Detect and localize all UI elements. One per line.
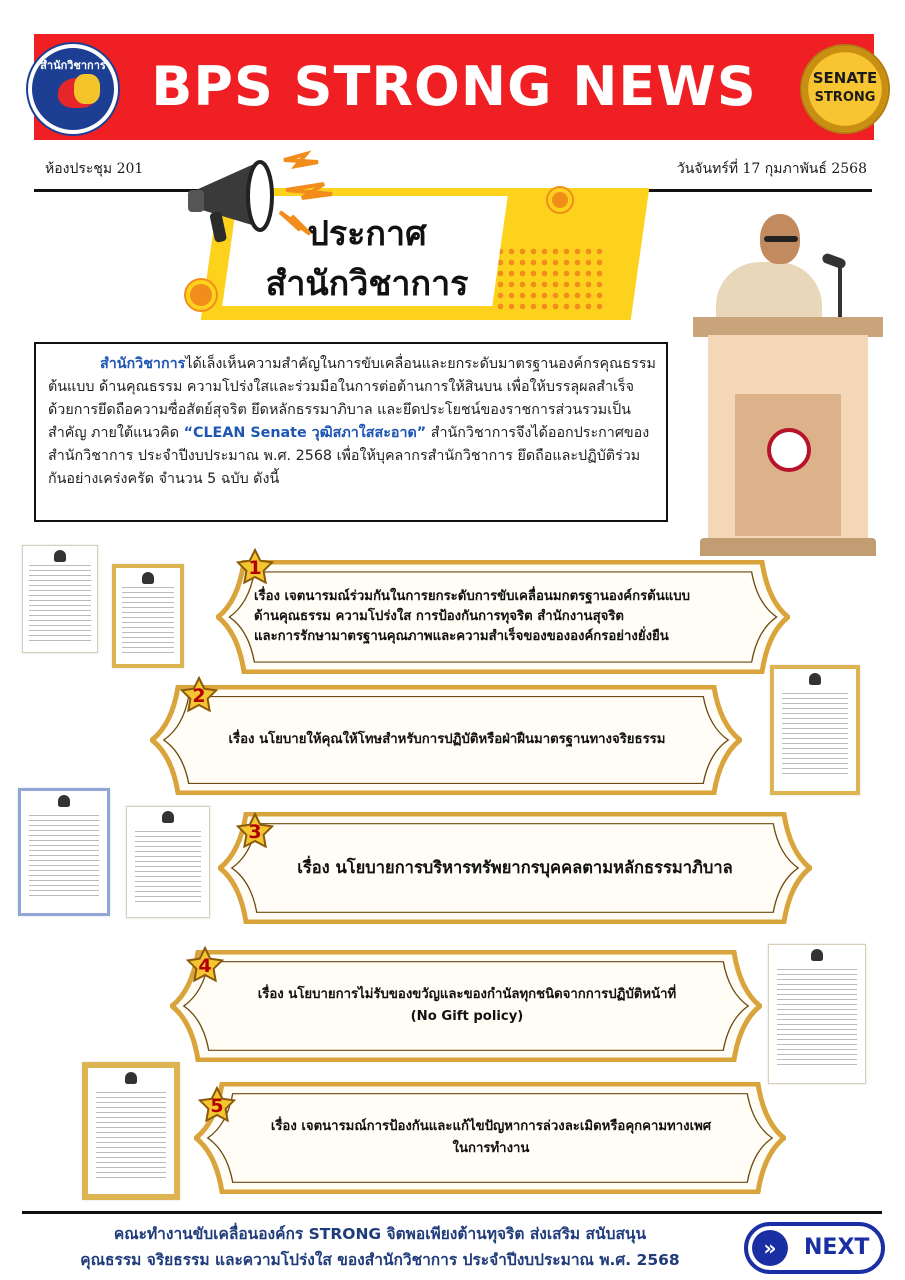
policy-number: 1 [248,557,262,579]
policy-5-document-thumbnail [82,1062,180,1200]
senate-strong-logo-line1: SENATE [812,69,878,87]
policy-1-document-thumbnail [112,564,184,668]
policy-title-line: เรื่อง นโยบายการไม่รับของขวัญและของกำนัลทุกชนิดจากการปฏิบัติหน้าที่ [257,987,677,1002]
star-badge-icon [236,548,274,586]
academic-office-logo-text: สำนักวิชาการ [40,59,106,72]
intro-text-part1: ได้เล็งเห็นความสำคัญในการขับเคลื่อนและยกระดับมาตรฐานองค์กรคุณธรรมต้นแบบ ด้านคุณธรรม ความโปร่งใสและร่วมมือในการต่อต้านการให้สินบน เพื่อให้บรรลุผลสำเร็จ ด้วยการยึดถือความซื่อสัตย์สุจริต ยึดหลักธรรมาภิบาล และยึดประโยชน์ของราชการส่วนรวมเป็นสำคัญ ภายใต้แนวคิด [48,356,656,441]
policy-title [240,856,790,880]
star-badge-icon [180,676,218,714]
header-banner [34,34,874,140]
decor-circle [186,280,216,310]
podium-base [700,538,876,556]
newsletter-title: BPS STRONG NEWS [151,55,757,118]
policy-number: 4 [198,955,212,977]
policy-number: 2 [192,685,206,707]
intro-text-part2: สำนักวิชาการจึงได้ออกประกาศของสำนักวิชาการ ประจำปีงบประมาณ พ.ศ. 2568 เพื่อให้บุคลากรสำนักวิชาการ ยึดถือและปฏิบัติร่วมกันอย่างเคร่งครัด จำนวน 5 ฉบับ ดังนี้ [48,425,650,487]
star-badge-icon [186,946,224,984]
star-badge-icon [198,1086,236,1124]
academic-office-logo [28,44,118,134]
policy-title-line: ในการทำงาน [452,1141,530,1156]
policy-title [192,984,742,1028]
policy-title [216,1116,766,1160]
policy-1-document-thumbnail [22,545,98,653]
policy-number: 5 [210,1095,224,1117]
intro-slogan: “CLEAN Senate วุฒิสภาใสสะอาด” [183,425,427,441]
policy-title-line: (No Gift policy) [410,1009,524,1024]
announcement-title-line2: สำนักวิชาการ [265,264,469,304]
policy-title-line: เรื่อง เจตนารมณ์การป้องกันและแก้ไขปัญหาการล่วงละเมิดหรือคุกคามทางเพศ [270,1119,712,1134]
policy-4-document-thumbnail [768,944,866,1084]
intro-organization: สำนักวิชาการ [100,356,186,372]
policy-3-document-thumbnail [126,806,210,918]
policy-title [254,587,774,647]
policy-2-document-thumbnail [770,665,860,795]
next-button[interactable] [744,1222,885,1274]
policy-title-line: เรื่อง เจตนารมณ์ร่วมกันในการยกระดับการขับเคลื่อนมกตรฐานองค์กรต้นแบบ [254,589,690,604]
next-arrow-icon: » [752,1230,788,1266]
senate-strong-logo-line2: STRONG [814,90,876,105]
intro-text-box [34,342,668,522]
podium-top [693,317,883,337]
policy-title [172,730,722,750]
logo-heart-shape-2 [74,74,100,104]
footer-line1: คณะทำงานขับเคลื่อนองค์กร STRONG จิตพอเพียงต้านทุจริต ส่งเสริม สนับสนุน [113,1225,647,1243]
senate-strong-logo [800,44,890,134]
microphone [821,252,847,270]
policy-number: 3 [248,821,262,843]
speaker-uniform [716,262,822,322]
issue-date: วันจันทร์ที่ 17 กุมภาพันธ์ 2568 [676,161,867,177]
footer-divider [22,1211,882,1214]
senate-emblem-icon [767,428,811,472]
policy-title-line: ด้านคุณธรรม ความโปร่งใส การป้องกันการทุจริต สำนักงานสุจริต [254,609,624,624]
announcement-dot-pattern [495,246,605,312]
speaker-glasses [764,236,798,242]
policy-3-document-thumbnail [18,788,110,916]
microphone-stand [838,264,842,318]
meeting-room: ห้องประชุม 201 [45,161,144,177]
policy-title-line: เรื่อง นโยบายให้คุณให้โทษสำหรับการปฏิบัติหรือฝ่าฝืนมาตรฐานทางจริยธรรม [228,732,666,747]
footer-line2: คุณธรรม จริยธรรม และความโปร่งใส ของสำนักวิชาการ ประจำปีงบประมาณ พ.ศ. 2568 [80,1251,680,1269]
announcement-title-line1: ประกาศ [307,214,427,254]
star-badge-icon [236,812,274,850]
policy-title-line: และการรักษามาตรฐานคุณภาพและความสำเร็จของขององค์กรอย่างยั่งยืน [254,629,669,644]
megaphone-icon [184,150,334,250]
policy-title-line: เรื่อง นโยบายการบริหารทรัพยากรบุคคลตามหลักธรรมาภิบาล [297,858,733,877]
next-button-label: NEXT [804,1235,870,1260]
decor-circle [548,188,572,212]
